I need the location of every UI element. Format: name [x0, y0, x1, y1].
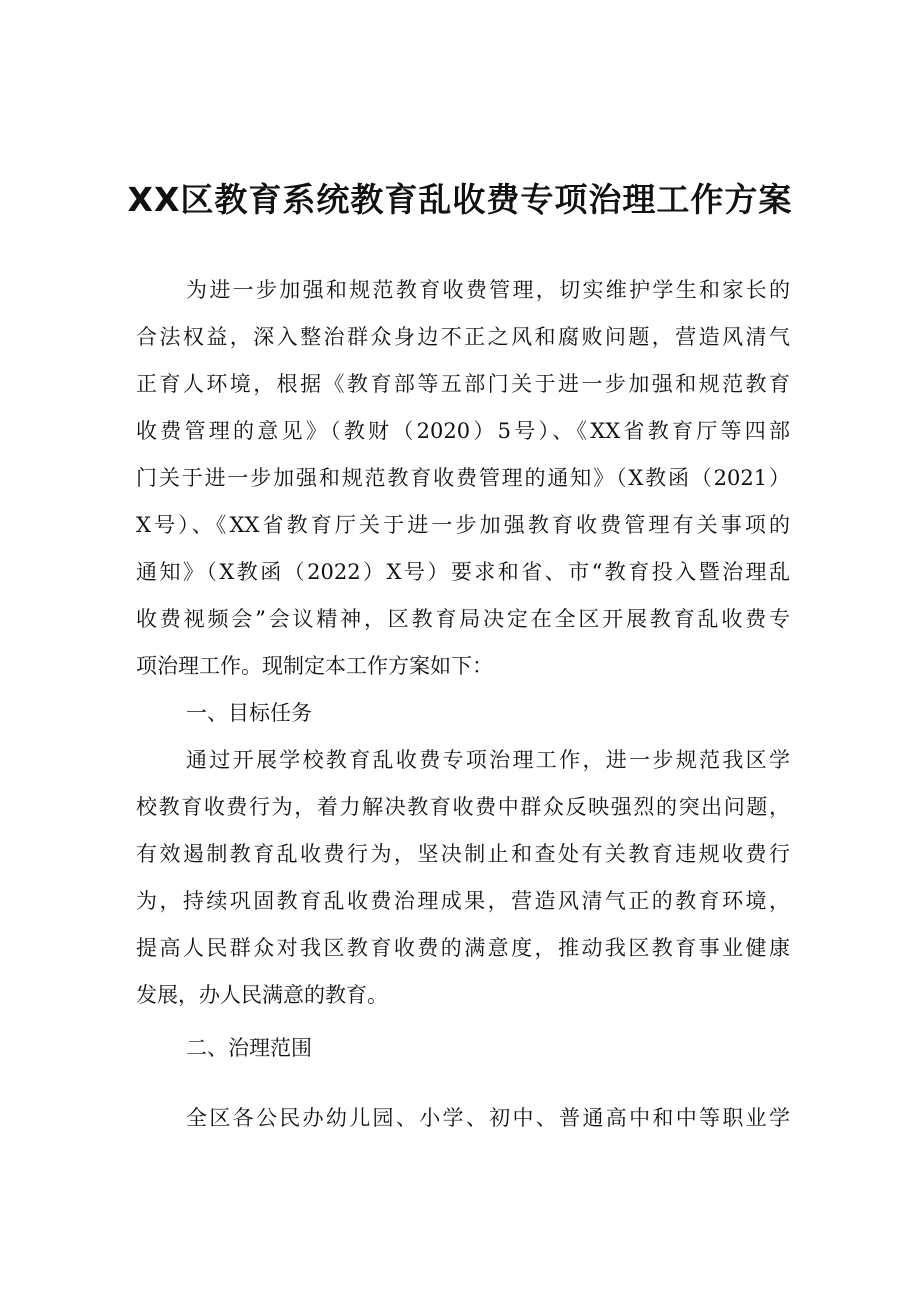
paragraph-line: 有效遏制教育乱收费行为，坚决制止和查处有关教育违规收费行: [136, 842, 790, 866]
paragraph-line: 收费管理的意见》（教财（2020）5号）、《XX省教育厅等四部: [136, 419, 790, 443]
paragraph-line: 为进一步加强和规范教育收费管理，切实维护学生和家长的: [186, 278, 790, 302]
section-heading-targets: 一、目标任务: [186, 701, 312, 725]
paragraph-line: 为，持续巩固教育乱收费治理成果，营造风清气正的教育环境，: [136, 889, 790, 913]
paragraph-line: 发展，办人民满意的教育。: [136, 983, 388, 1007]
paragraph-line: 通知》（X教函（2022）X号）要求和省、市“教育投入暨治理乱: [136, 560, 790, 584]
paragraph-line: 门关于进一步加强和规范教育收费管理的通知》（X教函（2021）: [136, 466, 790, 490]
document-title: XX区教育系统教育乱收费专项治理工作方案: [127, 180, 793, 219]
paragraph-line: 校教育收费行为，着力解决教育收费中群众反映强烈的突出问题，: [136, 795, 790, 819]
paragraph-line: 合法权益，深入整治群众身边不正之风和腐败问题，营造风清气: [136, 325, 790, 349]
paragraph-line: 全区各公民办幼儿园、小学、初中、普通高中和中等职业学: [186, 1106, 790, 1130]
paragraph-line: 收费视频会”会议精神，区教育局决定在全区开展教育乱收费专: [136, 607, 790, 631]
paragraph-line: 通过开展学校教育乱收费专项治理工作，进一步规范我区学: [186, 748, 790, 772]
paragraph-line: X号）、《XX省教育厅关于进一步加强教育收费管理有关事项的: [136, 513, 790, 537]
section-heading-scope: 二、治理范围: [186, 1036, 312, 1060]
paragraph-line: 项治理工作。现制定本工作方案如下：: [136, 654, 493, 678]
paragraph-line: 正育人环境，根据《教育部等五部门关于进一步加强和规范教育: [136, 372, 790, 396]
paragraph-line: 提高人民群众对我区教育收费的满意度，推动我区教育事业健康: [136, 936, 790, 960]
